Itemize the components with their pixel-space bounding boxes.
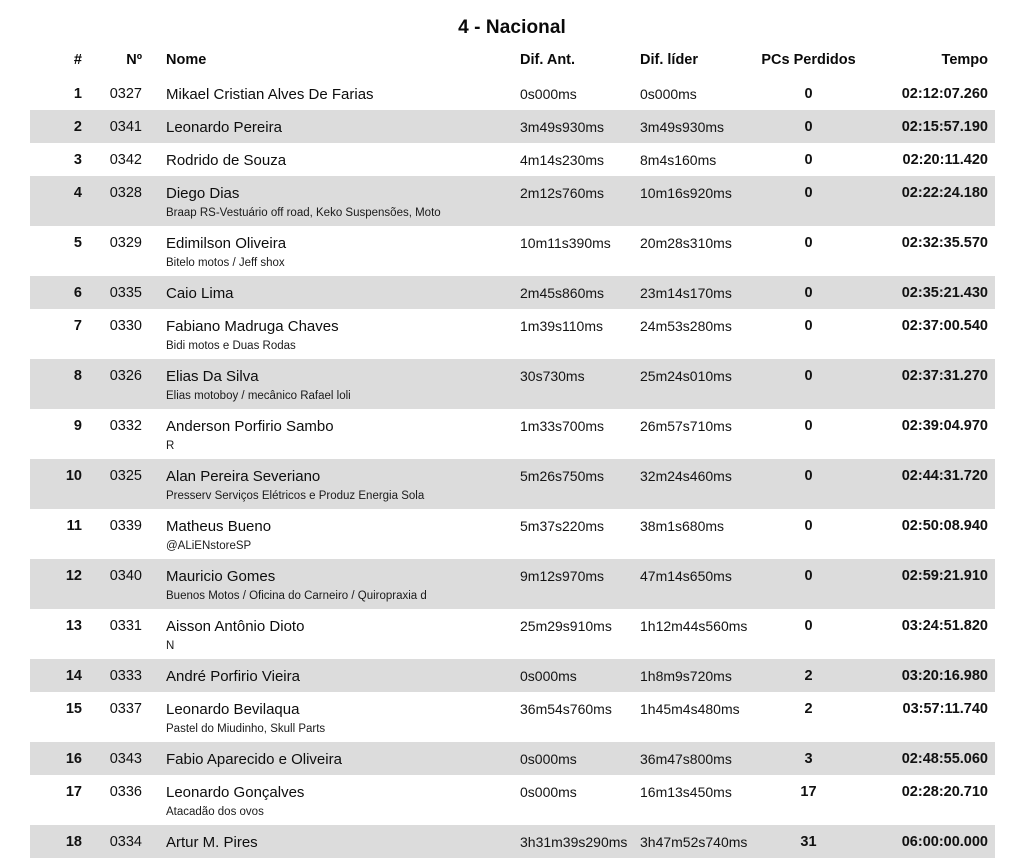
cell-pcs-perdidos: [741, 559, 876, 609]
table-row: [30, 359, 995, 409]
cell-tempo: [876, 559, 995, 609]
cell-bib-number: [85, 742, 148, 775]
page-title: 4 - Nacional: [458, 17, 566, 38]
tempo-value: 02:50:08.940: [901, 518, 988, 534]
cell-tempo: [876, 409, 995, 459]
rider-sponsor: Bidi motos e Duas Rodas: [166, 340, 296, 352]
rider-name: Mikael Cristian Alves De Farias: [166, 86, 374, 103]
pcs-perdidos-value: 0: [804, 119, 813, 135]
cell-tempo: [876, 226, 995, 276]
dif-ant-value: 5m26s750ms: [520, 468, 605, 484]
cell-bib-number: [85, 143, 148, 176]
dif-lider-value: 25m24s010ms: [640, 368, 732, 384]
dif-lider-value: 1h8m9s720ms: [640, 668, 732, 684]
pcs-perdidos-value: 0: [804, 185, 813, 201]
pcs-perdidos-value: 0: [804, 568, 813, 584]
cell-dif-lider: [621, 459, 741, 509]
rider-name: Aisson Antônio Dioto: [166, 618, 305, 635]
cell-rider: [148, 742, 501, 775]
cell-bib-number: [85, 692, 148, 742]
position-value: 11: [66, 518, 82, 534]
position-value: 16: [65, 751, 82, 767]
bib-number-value: 0341: [109, 119, 142, 135]
bib-number-value: 0327: [109, 86, 142, 102]
cell-dif-ant: [501, 359, 621, 409]
dif-lider-value: 20m28s310ms: [640, 235, 732, 251]
position-value: 5: [73, 235, 82, 251]
dif-ant-value: 9m12s970ms: [520, 568, 605, 584]
position-value: 6: [73, 285, 82, 301]
bib-number-value: 0325: [109, 468, 142, 484]
table-row: [30, 77, 995, 110]
bib-number-value: 0343: [109, 751, 142, 767]
pcs-perdidos-value: 0: [804, 418, 813, 434]
tempo-value: 03:57:11.740: [902, 701, 988, 717]
cell-position: [30, 659, 85, 692]
position-value: 7: [73, 318, 82, 334]
dif-ant-value: 30s730ms: [520, 368, 585, 384]
cell-dif-ant: [501, 110, 621, 143]
cell-pcs-perdidos: [741, 176, 876, 226]
tempo-value: 03:20:16.980: [901, 668, 988, 684]
cell-rider: [148, 110, 501, 143]
bib-number-value: 0337: [109, 701, 142, 717]
cell-bib-number: [85, 309, 148, 359]
cell-bib-number: [85, 226, 148, 276]
cell-pcs-perdidos: [741, 692, 876, 742]
cell-rider: [148, 509, 501, 559]
cell-position: [30, 176, 85, 226]
tempo-value: 02:12:07.260: [901, 86, 988, 102]
pcs-perdidos-value: 0: [804, 368, 813, 384]
tempo-value: 02:22:24.180: [901, 185, 988, 201]
table-row: [30, 742, 995, 775]
tempo-value: 02:20:11.420: [902, 152, 988, 168]
cell-position: [30, 609, 85, 659]
cell-pcs-perdidos: [741, 309, 876, 359]
pcs-perdidos-value: 0: [804, 618, 813, 634]
cell-dif-lider: [621, 409, 741, 459]
column-header-pcs-perdidos: PCs Perdidos: [761, 52, 856, 68]
cell-bib-number: [85, 559, 148, 609]
pcs-perdidos-value: 17: [800, 784, 817, 800]
table-row: [30, 509, 995, 559]
dif-lider-value: 24m53s280ms: [640, 318, 732, 334]
cell-pcs-perdidos: [741, 459, 876, 509]
tempo-value: 02:32:35.570: [901, 235, 988, 251]
rider-sponsor: Elias motoboy / mecânico Rafael loli: [166, 390, 351, 402]
cell-dif-ant: [501, 659, 621, 692]
cell-dif-lider: [621, 77, 741, 110]
rider-name: Elias Da Silva: [166, 368, 259, 385]
rider-sponsor: Bitelo motos / Jeff shox: [166, 257, 285, 269]
dif-ant-value: 4m14s230ms: [520, 152, 605, 168]
dif-ant-value: 2m45s860ms: [520, 285, 605, 301]
cell-pcs-perdidos: [741, 226, 876, 276]
tempo-value: 02:37:31.270: [901, 368, 988, 384]
rider-name: Matheus Bueno: [166, 518, 272, 535]
cell-position: [30, 742, 85, 775]
dif-lider-value: 8m4s160ms: [640, 152, 717, 168]
cell-dif-lider: [621, 110, 741, 143]
dif-ant-value: 36m54s760ms: [520, 701, 612, 717]
dif-ant-value: 10m11s390ms: [520, 235, 611, 251]
pcs-perdidos-value: 0: [804, 285, 813, 301]
cell-rider: [148, 276, 501, 309]
cell-dif-ant: [501, 459, 621, 509]
column-header-position: #: [73, 52, 82, 68]
table-row: [30, 775, 995, 825]
dif-ant-value: 0s000ms: [520, 668, 577, 684]
cell-position: [30, 559, 85, 609]
cell-tempo: [876, 742, 995, 775]
cell-tempo: [876, 309, 995, 359]
rider-sponsor: Buenos Motos / Oficina do Carneiro / Quiropraxia d: [166, 590, 427, 602]
dif-ant-value: 1m33s700ms: [520, 418, 605, 434]
dif-lider-value: 32m24s460ms: [640, 468, 732, 484]
rider-name: Leonardo Gonçalves: [166, 784, 305, 801]
table-row: [30, 692, 995, 742]
cell-dif-lider: [621, 609, 748, 659]
tempo-value: 02:59:21.910: [901, 568, 988, 584]
rider-sponsor: R: [166, 440, 175, 452]
rider-name: Rodrido de Souza: [166, 152, 287, 169]
cell-rider: [148, 309, 501, 359]
rider-name: Artur M. Pires: [166, 834, 258, 851]
dif-lider-value: 10m16s920ms: [640, 185, 732, 201]
dif-ant-value: 1m39s110ms: [520, 318, 604, 334]
dif-ant-value: 3h31m39s290ms: [520, 834, 628, 850]
tempo-value: 02:28:20.710: [901, 784, 988, 800]
cell-dif-ant: [501, 742, 621, 775]
cell-tempo: [876, 609, 995, 659]
cell-dif-lider: [621, 825, 748, 858]
dif-lider-value: 1h12m44s560ms: [640, 618, 748, 634]
pcs-perdidos-value: 0: [804, 468, 813, 484]
cell-pcs-perdidos: [741, 359, 876, 409]
cell-position: [30, 692, 85, 742]
position-value: 8: [73, 368, 82, 384]
cell-dif-lider: [621, 659, 741, 692]
cell-tempo: [876, 692, 995, 742]
bib-number-value: 0336: [109, 784, 142, 800]
position-value: 18: [65, 834, 82, 850]
cell-tempo: [876, 509, 995, 559]
bib-number-value: 0342: [109, 152, 142, 168]
rider-name: Leonardo Bevilaqua: [166, 701, 300, 718]
cell-tempo: [876, 77, 995, 110]
cell-dif-ant: [501, 775, 621, 825]
tempo-value: 06:00:00.000: [901, 834, 988, 850]
cell-position: [30, 409, 85, 459]
table-row: [30, 409, 995, 459]
cell-dif-ant: [501, 276, 621, 309]
dif-lider-value: 26m57s710ms: [640, 418, 732, 434]
rider-name: Edimilson Oliveira: [166, 235, 287, 252]
cell-position: [30, 309, 85, 359]
table-row: [30, 226, 995, 276]
cell-bib-number: [85, 77, 148, 110]
cell-dif-lider: [621, 509, 741, 559]
cell-bib-number: [85, 609, 148, 659]
cell-dif-lider: [621, 742, 741, 775]
position-value: 4: [73, 185, 82, 201]
bib-number-value: 0339: [109, 518, 142, 534]
cell-rider: [148, 775, 501, 825]
dif-lider-value: 3m49s930ms: [640, 119, 725, 135]
cell-position: [30, 775, 85, 825]
cell-dif-lider: [621, 559, 741, 609]
results-table: [30, 52, 995, 858]
cell-rider: [148, 226, 501, 276]
cell-bib-number: [85, 825, 148, 858]
cell-pcs-perdidos: [741, 742, 876, 775]
pcs-perdidos-value: 0: [804, 318, 813, 334]
table-row: [30, 559, 995, 609]
cell-position: [30, 359, 85, 409]
cell-dif-ant: [501, 143, 621, 176]
cell-pcs-perdidos: [741, 143, 876, 176]
cell-bib-number: [85, 659, 148, 692]
bib-number-value: 0332: [109, 418, 142, 434]
dif-lider-value: 16m13s450ms: [640, 784, 732, 800]
rider-name: Alan Pereira Severiano: [166, 468, 321, 485]
cell-dif-lider: [621, 692, 741, 742]
cell-position: [30, 226, 85, 276]
bib-number-value: 0333: [109, 668, 142, 684]
cell-dif-ant: [501, 609, 621, 659]
cell-bib-number: [85, 409, 148, 459]
position-value: 9: [73, 418, 82, 434]
cell-dif-lider: [621, 176, 741, 226]
column-header-tempo: Tempo: [941, 52, 988, 68]
cell-tempo: [876, 825, 995, 858]
dif-ant-value: 0s000ms: [520, 784, 577, 800]
rider-name: André Porfirio Vieira: [166, 668, 300, 685]
pcs-perdidos-value: 0: [804, 518, 813, 534]
table-row: [30, 309, 995, 359]
cell-pcs-perdidos: [741, 775, 876, 825]
cell-rider: [148, 559, 501, 609]
cell-tempo: [876, 659, 995, 692]
table-row: [30, 143, 995, 176]
cell-rider: [148, 825, 501, 858]
cell-pcs-perdidos: [741, 409, 876, 459]
cell-dif-lider: [621, 143, 741, 176]
tempo-value: 02:35:21.430: [901, 285, 988, 301]
bib-number-value: 0328: [109, 185, 142, 201]
rider-sponsor: @ALiENstoreSP: [166, 540, 252, 552]
pcs-perdidos-value: 2: [804, 701, 813, 717]
dif-lider-value: 3h47m52s740ms: [640, 834, 748, 850]
cell-pcs-perdidos: [741, 77, 876, 110]
table-header: [30, 52, 995, 77]
cell-rider: [148, 143, 501, 176]
dif-ant-value: 0s000ms: [520, 751, 577, 767]
cell-dif-lider: [621, 359, 741, 409]
cell-bib-number: [85, 509, 148, 559]
cell-rider: [148, 609, 501, 659]
rider-name: Fabio Aparecido e Oliveira: [166, 751, 342, 768]
rider-name: Fabiano Madruga Chaves: [166, 318, 339, 335]
cell-rider: [148, 459, 501, 509]
table-row: [30, 276, 995, 309]
position-value: 10: [65, 468, 82, 484]
cell-dif-lider: [621, 226, 741, 276]
pcs-perdidos-value: 0: [804, 235, 813, 251]
position-value: 14: [65, 668, 82, 684]
tempo-value: 02:44:31.720: [901, 468, 988, 484]
tempo-value: 02:15:57.190: [901, 119, 988, 135]
rider-sponsor: N: [166, 640, 175, 652]
cell-rider: [148, 409, 501, 459]
position-value: 12: [65, 568, 82, 584]
cell-dif-lider: [621, 309, 741, 359]
bib-number-value: 0340: [109, 568, 142, 584]
bib-number-value: 0330: [109, 318, 142, 334]
position-value: 17: [65, 784, 82, 800]
cell-bib-number: [85, 775, 148, 825]
column-header-dif-lider: Dif. líder: [640, 52, 699, 68]
cell-tempo: [876, 359, 995, 409]
cell-dif-ant: [501, 825, 628, 858]
dif-lider-value: 1h45m4s480ms: [640, 701, 740, 717]
position-value: 2: [73, 119, 82, 135]
bib-number-value: 0334: [109, 834, 142, 850]
cell-position: [30, 143, 85, 176]
bib-number-value: 0335: [109, 285, 142, 301]
dif-lider-value: 0s000ms: [640, 86, 697, 102]
cell-dif-lider: [621, 276, 741, 309]
bib-number-value: 0331: [109, 618, 142, 634]
column-header-number: Nº: [126, 52, 142, 68]
tempo-value: 02:48:55.060: [901, 751, 988, 767]
cell-pcs-perdidos: [741, 825, 876, 858]
position-value: 3: [73, 152, 82, 168]
cell-dif-ant: [501, 309, 621, 359]
position-value: 13: [65, 618, 82, 634]
tempo-value: 02:39:04.970: [901, 418, 988, 434]
cell-bib-number: [85, 459, 148, 509]
cell-position: [30, 825, 85, 858]
rider-sponsor: Braap RS-Vestuário off road, Keko Suspensões, Moto: [166, 207, 441, 219]
cell-bib-number: [85, 110, 148, 143]
dif-lider-value: 23m14s170ms: [640, 285, 732, 301]
column-header-dif-ant: Dif. Ant.: [520, 52, 576, 68]
cell-position: [30, 459, 85, 509]
cell-rider: [148, 359, 501, 409]
cell-bib-number: [85, 176, 148, 226]
cell-dif-ant: [501, 226, 621, 276]
table-header-row: [30, 52, 995, 77]
cell-position: [30, 509, 85, 559]
dif-lider-value: 38m1s680ms: [640, 518, 725, 534]
rider-sponsor: Presserv Serviços Elétricos e Produz Energia Sola: [166, 490, 425, 502]
rider-name: Caio Lima: [166, 285, 234, 302]
cell-rider: [148, 176, 501, 226]
cell-tempo: [876, 459, 995, 509]
cell-tempo: [876, 143, 995, 176]
cell-pcs-perdidos: [741, 276, 876, 309]
rider-name: Mauricio Gomes: [166, 568, 276, 585]
cell-bib-number: [85, 276, 148, 309]
cell-tempo: [876, 110, 995, 143]
cell-pcs-perdidos: [741, 110, 876, 143]
table-row: [30, 609, 995, 659]
cell-position: [30, 77, 85, 110]
rider-name: Diego Dias: [166, 185, 240, 202]
cell-rider: [148, 659, 501, 692]
cell-bib-number: [85, 359, 148, 409]
pcs-perdidos-value: 0: [804, 152, 813, 168]
cell-rider: [148, 692, 501, 742]
pcs-perdidos-value: 3: [804, 751, 813, 767]
cell-position: [30, 276, 85, 309]
pcs-perdidos-value: 0: [804, 86, 813, 102]
table-body: [30, 77, 995, 858]
dif-lider-value: 47m14s650ms: [640, 568, 732, 584]
cell-rider: [148, 77, 501, 110]
cell-position: [30, 110, 85, 143]
pcs-perdidos-value: 31: [800, 834, 817, 850]
rider-name: Anderson Porfirio Sambo: [166, 418, 334, 435]
cell-tempo: [876, 176, 995, 226]
cell-dif-ant: [501, 509, 621, 559]
cell-dif-ant: [501, 409, 621, 459]
position-value: 15: [65, 701, 82, 717]
pcs-perdidos-value: 2: [804, 668, 813, 684]
dif-ant-value: 0s000ms: [520, 86, 577, 102]
dif-lider-value: 36m47s800ms: [640, 751, 732, 767]
rider-name: Leonardo Pereira: [166, 119, 282, 136]
rider-sponsor: Pastel do Miudinho, Skull Parts: [166, 723, 326, 735]
cell-dif-ant: [501, 559, 621, 609]
tempo-value: 03:24:51.820: [901, 618, 988, 634]
tempo-value: 02:37:00.540: [901, 318, 988, 334]
table-row: [30, 659, 995, 692]
table-row: [30, 110, 995, 143]
cell-pcs-perdidos: [741, 609, 876, 659]
dif-ant-value: 2m12s760ms: [520, 185, 605, 201]
column-header-name: Nome: [166, 52, 207, 68]
cell-dif-ant: [501, 77, 621, 110]
dif-ant-value: 3m49s930ms: [520, 119, 605, 135]
position-value: 1: [73, 86, 82, 102]
cell-dif-ant: [501, 692, 621, 742]
cell-dif-lider: [621, 775, 741, 825]
cell-pcs-perdidos: [741, 659, 876, 692]
bib-number-value: 0329: [109, 235, 142, 251]
rider-sponsor: Atacadão dos ovos: [166, 806, 264, 818]
cell-dif-ant: [501, 176, 621, 226]
table-row: [30, 825, 995, 858]
cell-tempo: [876, 276, 995, 309]
cell-pcs-perdidos: [741, 509, 876, 559]
cell-tempo: [876, 775, 995, 825]
dif-ant-value: 25m29s910ms: [520, 618, 612, 634]
table-row: [30, 459, 995, 509]
dif-ant-value: 5m37s220ms: [520, 518, 605, 534]
bib-number-value: 0326: [109, 368, 142, 384]
table-row: [30, 176, 995, 226]
